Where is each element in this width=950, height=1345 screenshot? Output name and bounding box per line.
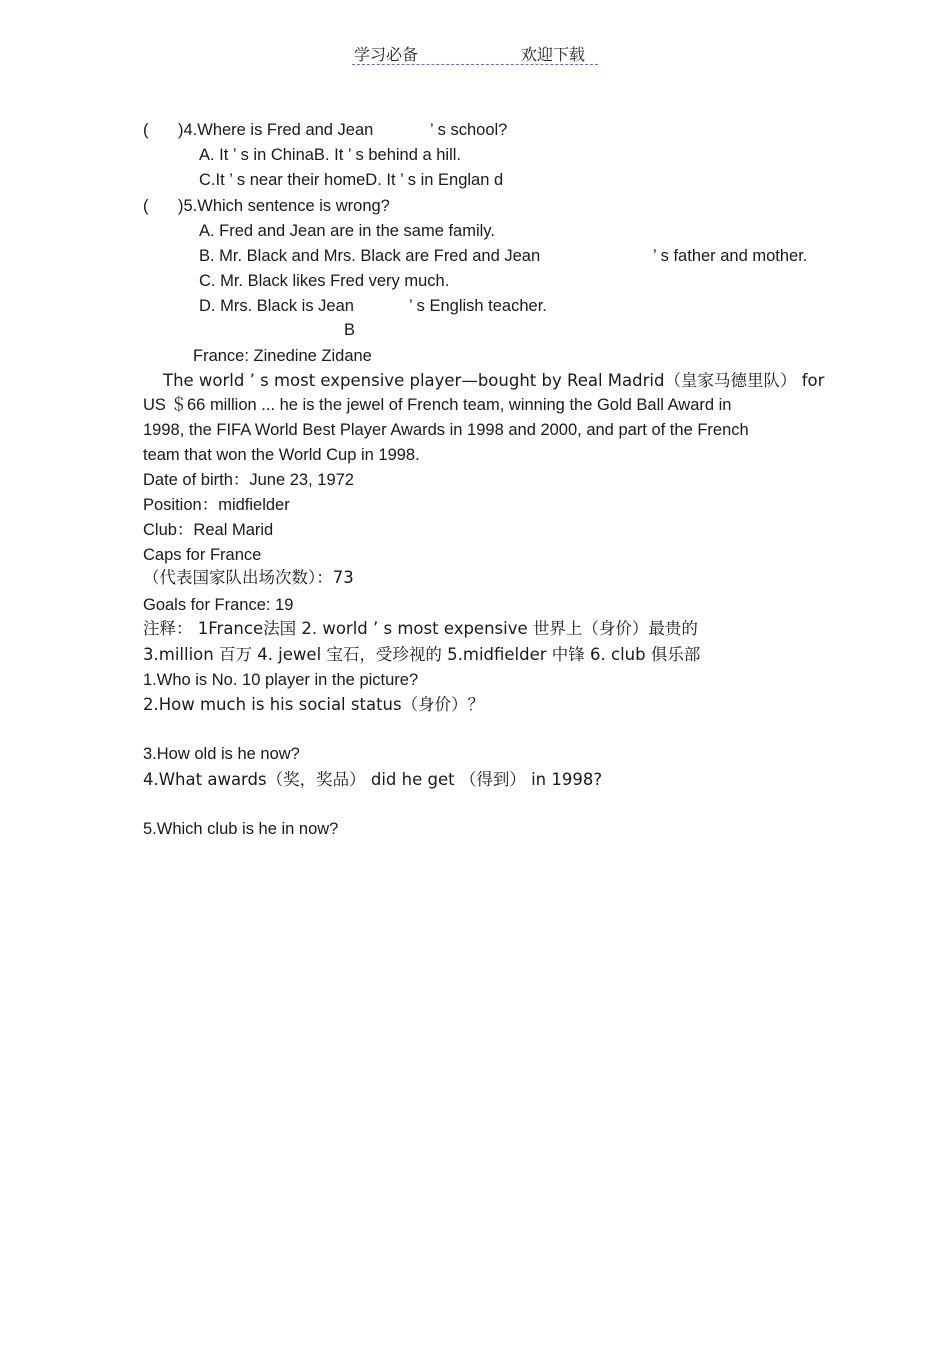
club: Club：Real Marid	[143, 521, 274, 539]
question-5: 5.Which club is he in now?	[143, 820, 339, 838]
header-left-text: 学习必备	[354, 45, 419, 64]
q4-option-ab: A. It ’ s in ChinaB. It ’ s behind a hill.	[199, 146, 461, 164]
passage-line-2: US ＄66 million ... he is the jewel of French team, winning the Gold Ball Award in	[143, 396, 732, 414]
q5-option-a: A. Fred and Jean are in the same family.	[199, 222, 495, 240]
q5-option-b-end: ’ s father and mother.	[653, 247, 808, 265]
header-right-text: 欢迎下载	[521, 45, 586, 64]
question-2: 2.How much is his social status（身价）？	[143, 695, 485, 714]
question-3: 3.How old is he now?	[143, 745, 300, 763]
q5-stem: )5.Which sentence is wrong?	[178, 197, 390, 215]
q5-paren: (	[143, 197, 149, 215]
q5-option-b: B. Mr. Black and Mrs. Black are Fred and Jean	[199, 247, 541, 265]
q4-paren: (	[143, 121, 149, 139]
question-1: 1.Who is No. 10 player in the picture?	[143, 671, 419, 689]
page-header	[352, 42, 598, 65]
q4-option-cd: C.It ’ s near their homeD. It ’ s in Englan d	[199, 171, 504, 189]
q5-option-c: C. Mr. Black likes Fred very much.	[199, 272, 450, 290]
goals: Goals for France: 19	[143, 596, 294, 614]
date-of-birth: Date of birth：June 23, 1972	[143, 471, 354, 489]
passage-subtitle: France: Zinedine Zidane	[193, 347, 372, 365]
caps-label: Caps for France	[143, 546, 262, 564]
question-4: 4.What awards（奖，奖品） did he get （得到） in 1998?	[143, 770, 603, 789]
passage-line-4: team that won the World Cup in 1998.	[143, 446, 420, 464]
position: Position：midfielder	[143, 496, 290, 514]
notes-line-2: 3.million 百万 4. jewel 宝石，受珍视的 5.midfielder 中锋 6. club 俱乐部	[143, 645, 701, 664]
q5-option-d-end: ’ s English teacher.	[409, 297, 547, 315]
passage-line-3: 1998, the FIFA World Best Player Awards in 1998 and 2000, and part of the French	[143, 421, 749, 439]
passage-line-1: The world ’ s most expensive player—bought by Real Madrid（皇家马德里队） for	[163, 371, 825, 390]
notes-line-1: 注释： 1France法国 2. world ’ s most expensive 世界上（身价）最贵的	[143, 619, 698, 638]
caps-value: （代表国家队出场次数）：73	[143, 568, 354, 587]
q5-option-d: D. Mrs. Black is Jean	[199, 297, 354, 315]
section-title: B	[344, 321, 356, 339]
q4-stem: )4.Where is Fred and Jean	[178, 121, 374, 139]
q4-stem-end: ’ s school?	[430, 121, 508, 139]
